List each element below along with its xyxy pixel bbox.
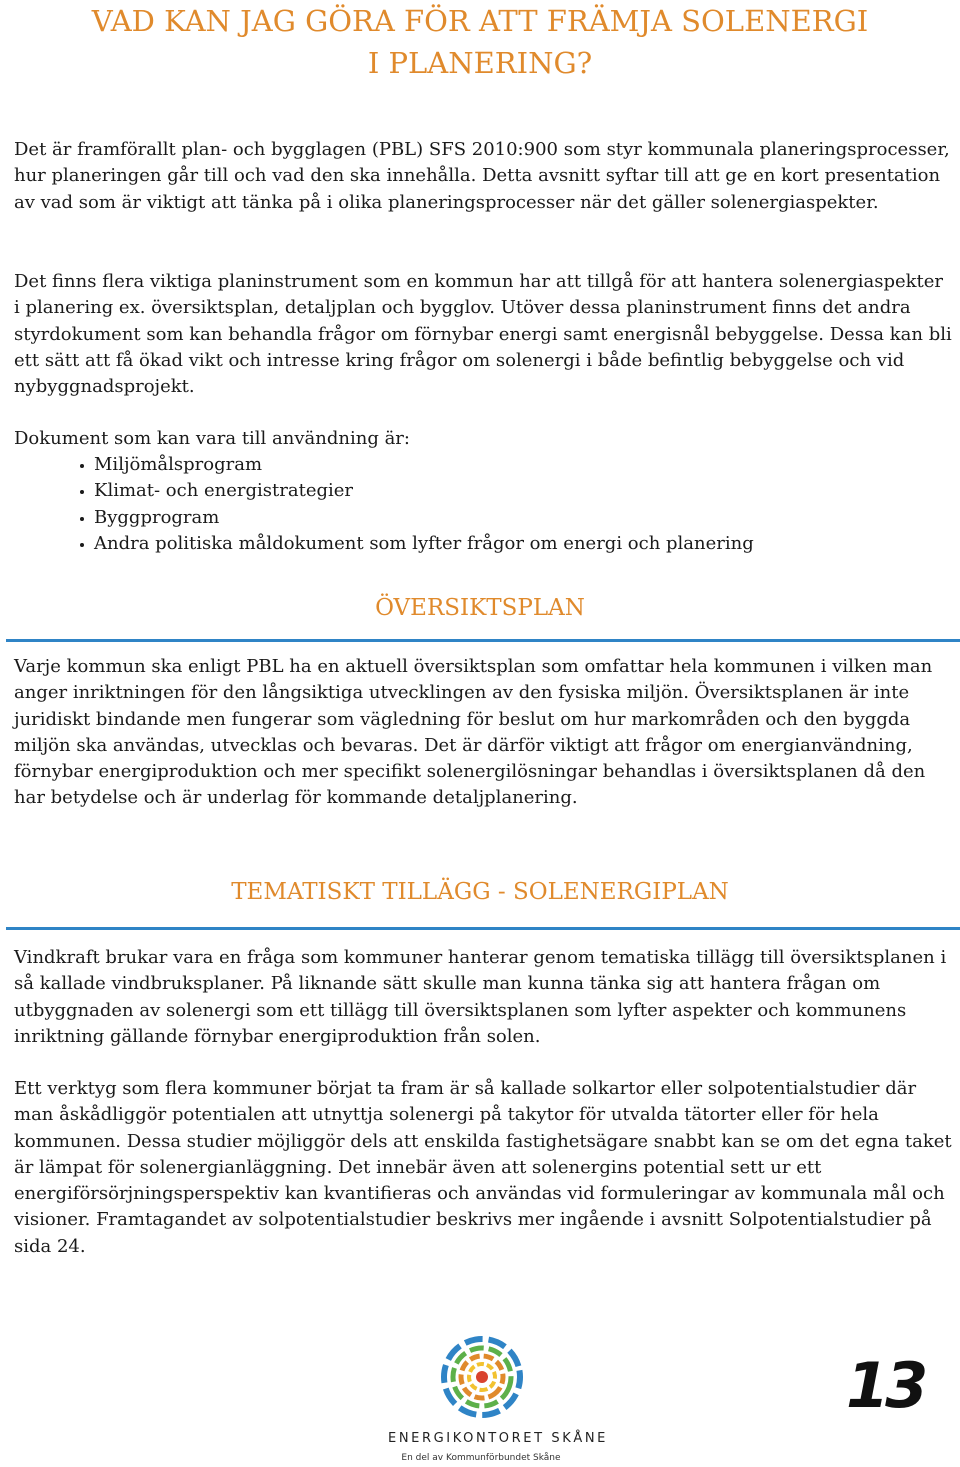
documents-list [80, 452, 754, 557]
section-heading-oversiktsplan: ÖVERSIKTSPLAN [375, 595, 585, 621]
logo-name: ENERGIKONTORET SKÅNE [388, 1431, 608, 1446]
page-title [0, 0, 960, 84]
intro-paragraph-2: Det finns flera viktiga planinstrument som en kommun har att tillgå för att hantera solenergiaspekter i planering ex. översiktsplan, detaljplan och bygglov. Utöver dessa planinstrument finns det andra styrdokument som kan behandla frågor om förnybar energi samt energisnål bebyggelse. Dessa kan bli ett sätt att få ökad vikt och intresse kring frågor om solenergi i både befintlig bebyggelse och vid nybyggnadsprojekt. [14, 271, 952, 398]
list-item: Klimat- och energistrategier [80, 478, 754, 504]
page-title-line-1: VAD KAN JAG GÖRA FÖR ATT FRÄMJA SOLENERGI [91, 4, 869, 38]
documents-intro: Dokument som kan vara till användning är: [14, 428, 410, 449]
list-item: Miljömålsprogram [80, 452, 754, 478]
tematiskt-paragraph-2: Ett verktyg som flera kommuner börjat ta fram är så kallade solkartor eller solpotentialstudier där man åskådliggör potentialen att utnyttja solenergi på takytor för utvalda tätorter eller för hela kommunen. Dessa studier möjliggör dels att enskilda fastighetsägare snabbt kan se om det egna taket är lämpat för solenergianläggning. Det innebär även att solenergins potential sett ur ett energiförsörjningsperspektiv kan kvantifieras och användas vid formuleringar av kommunala mål och visioner. Framtagandet av solpotentialstudier beskrivs mer ingående i avsnitt Solpotentialstudier på sida 24. [14, 1078, 952, 1257]
section-heading-tematiskt: TEMATISKT TILLÄGG - SOLENERGIPLAN [231, 879, 729, 905]
logo-subtitle: En del av Kommunförbundet Skåne [401, 1453, 561, 1463]
tematiskt-paragraph-1: Vindkraft brukar vara en fråga som kommuner hanterar genom tematiska tillägg till översiktsplanen i så kallade vindbruksplaner. På liknande sätt skulle man kunna tänka sig att hantera frågan om utbyggnaden av solenergi som ett tillägg till översiktsplanen som lyfter aspekter och kommunens inriktning gällande förnybar energiproduktion från solen. [14, 947, 947, 1047]
page-number: 13 [846, 1349, 925, 1422]
section-divider [6, 927, 960, 930]
page-title-line-2: I PLANERING? [367, 46, 593, 80]
section-divider [6, 639, 960, 642]
list-item: Byggprogram [80, 505, 754, 531]
list-item: Andra politiska måldokument som lyfter frågor om energi och planering [80, 531, 754, 557]
oversiktsplan-paragraph: Varje kommun ska enligt PBL ha en aktuell översiktsplan som omfattar hela kommunen i vilken man anger inriktningen för den långsiktiga utvecklingen av den fysiska miljön. Översiktsplanen är inte juridiskt bindande men fungerar som vägledning för beslut om hur markområden och den byggda miljön ska användas, utvecklas och bevaras. Det är därför viktigt att frågor om energianvändning, förnybar energiproduktion och mer specifikt solenergilösningar behandlas i översiktsplanen då den har betydelse och är underlag för kommande detaljplanering. [14, 656, 933, 809]
energikontoret-logo [388, 1335, 608, 1467]
intro-paragraph-1: Det är framförallt plan- och bygglagen (PBL) SFS 2010:900 som styr kommunala planeringsprocesser, hur planeringen går till och vad den ska innehålla. Detta avsnitt syftar till att ge en kort presentation av vad som är viktigt att tänka på i olika planeringsprocesser när det gäller solenergiaspekter. [14, 139, 950, 213]
logo-mark-icon [440, 1335, 524, 1419]
